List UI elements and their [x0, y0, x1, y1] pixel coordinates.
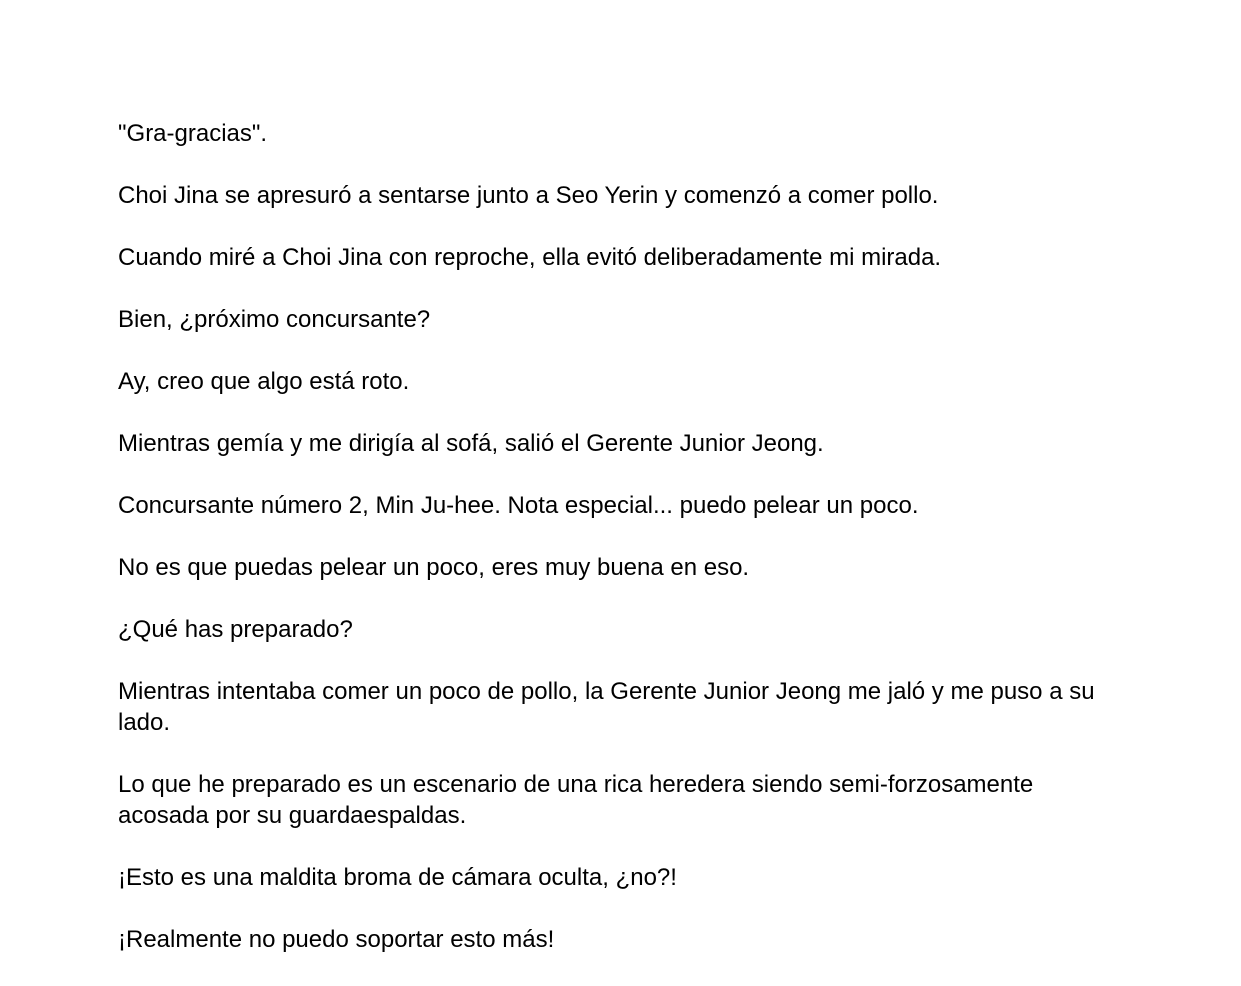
paragraph: Ay, creo que algo está roto. [118, 368, 410, 395]
paragraph: No es que puedas pelear un poco, eres muy buena en eso. [118, 554, 750, 581]
paragraph: Bien, ¿próximo concursante? [118, 306, 431, 333]
paragraph: ¡Esto es una maldita broma de cámara oculta, ¿no?! [118, 864, 677, 891]
paragraph: Lo que he preparado es un escenario de una rica heredera siendo semi-forzosamente acosada por su guardaespaldas. [118, 771, 1034, 829]
paragraph: Choi Jina se apresuró a sentarse junto a Seo Yerin y comenzó a comer pollo. [118, 182, 939, 209]
paragraph: ¿Qué has preparado? [118, 616, 353, 643]
document-body [118, 118, 1108, 986]
paragraph: ¡Realmente no puedo soportar esto más! [118, 926, 555, 953]
paragraph: Concursante número 2, Min Ju-hee. Nota especial... puedo pelear un poco. [118, 492, 919, 519]
paragraph: Cuando miré a Choi Jina con reproche, ella evitó deliberadamente mi mirada. [118, 244, 942, 271]
paragraph: Mientras gemía y me dirigía al sofá, salió el Gerente Junior Jeong. [118, 430, 824, 457]
paragraph: Mientras intentaba comer un poco de pollo, la Gerente Junior Jeong me jaló y me puso a su lado. [118, 678, 1095, 736]
paragraph: "Gra-gracias". [118, 120, 268, 147]
